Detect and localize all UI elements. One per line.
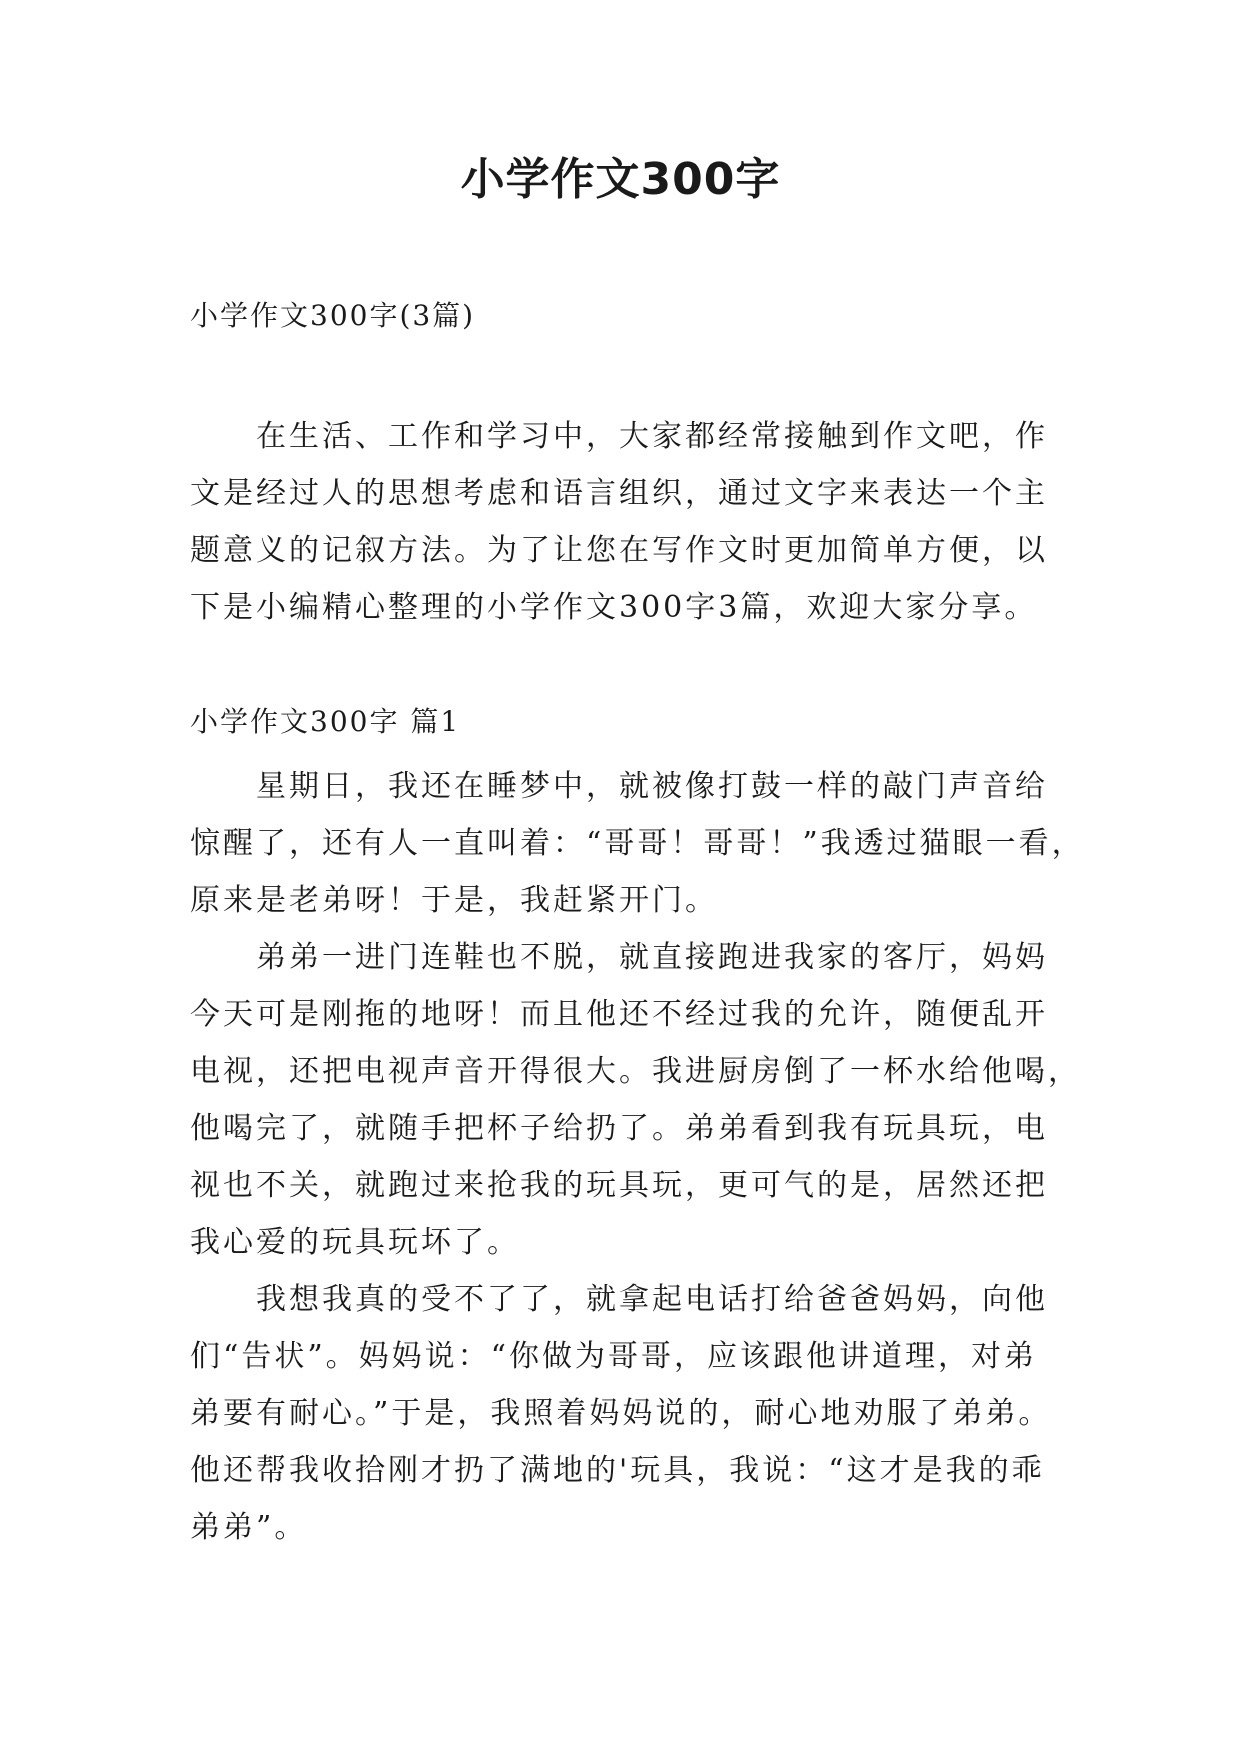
- document-subtitle: 小学作文300字(3篇): [190, 299, 476, 332]
- body-line: 电视，还把电视声音开得很大。我进厨房倒了一杯水给他喝，: [190, 1054, 1081, 1089]
- intro-line: 文是经过人的思想考虑和语言组织，通过文字来表达一个主: [190, 476, 1048, 511]
- body-line: 星期日，我还在睡梦中，就被像打鼓一样的敲门声音给: [256, 769, 1048, 804]
- intro-paragraph: [190, 408, 1070, 636]
- body-line: 我想我真的受不了了，就拿起电话打给爸爸妈妈，向他: [256, 1282, 1048, 1317]
- body-line: 弟弟一进门连鞋也不脱，就直接跑进我家的客厅，妈妈: [256, 940, 1048, 975]
- section-heading: 小学作文300字 篇1: [190, 705, 461, 738]
- intro-line: 题意义的记叙方法。为了让您在写作文时更加简单方便，以: [190, 533, 1048, 568]
- body-line: 惊醒了，还有人一直叫着：“哥哥！哥哥！”我透过猫眼一看，: [190, 826, 1085, 861]
- document-title: 小学作文300字: [460, 154, 781, 205]
- body-line: 视也不关，就跑过来抢我的玩具玩，更可气的是，居然还把: [190, 1168, 1048, 1203]
- body-line: 们“告状”。妈妈说：“你做为哥哥，应该跟他讲道理，对弟: [190, 1339, 1038, 1374]
- body-line: 原来是老弟呀！于是，我赶紧开门。: [190, 883, 718, 918]
- body-line: 弟弟”。: [190, 1510, 308, 1545]
- body-line: 今天可是刚拖的地呀！而且他还不经过我的允许，随便乱开: [190, 997, 1048, 1032]
- body-line: 他还帮我收拾刚才扔了满地的'玩具，我说：“这才是我的乖: [190, 1453, 1045, 1488]
- intro-line: 在生活、工作和学习中，大家都经常接触到作文吧，作: [256, 419, 1048, 454]
- body-line: 他喝完了，就随手把杯子给扔了。弟弟看到我有玩具玩，电: [190, 1111, 1048, 1146]
- intro-line: 下是小编精心整理的小学作文300字3篇，欢迎大家分享。: [190, 590, 1038, 625]
- essay-body: [190, 758, 1085, 1556]
- body-line: 弟要有耐心。”于是，我照着妈妈说的，耐心地劝服了弟弟。: [190, 1396, 1052, 1431]
- body-line: 我心爱的玩具玩坏了。: [190, 1225, 520, 1260]
